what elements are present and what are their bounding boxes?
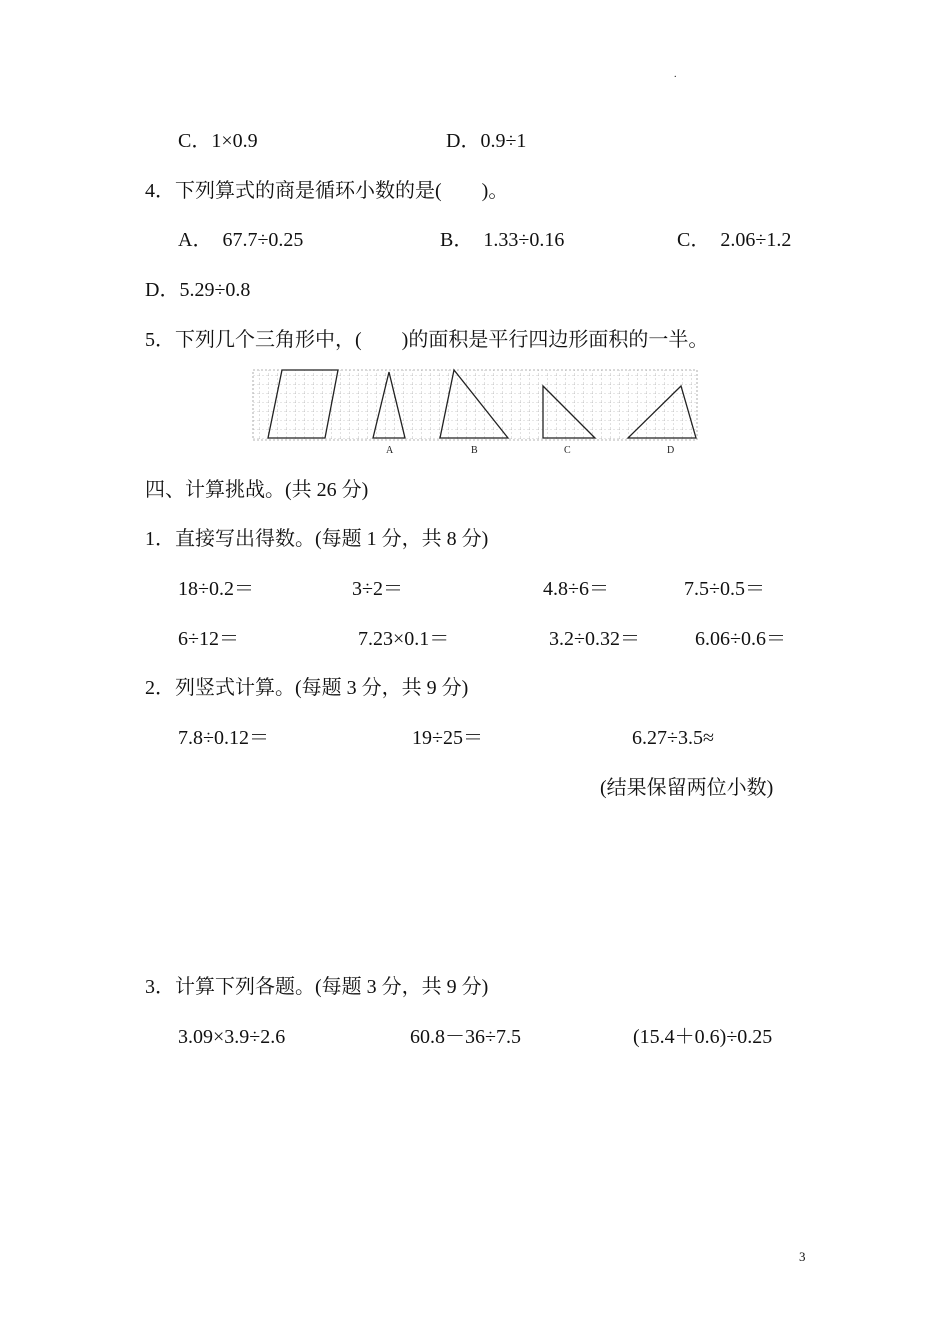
- oral-item: 4.8÷6＝: [543, 578, 609, 600]
- q4-option-b: B． 1.33÷0.16: [440, 229, 565, 251]
- oral-item: 18÷0.2＝: [178, 578, 254, 600]
- vertical-calc-item: 19÷25＝: [412, 727, 483, 749]
- oral-item: 6.06÷0.6＝: [695, 628, 786, 650]
- q3-option-c: C．1×0.9: [178, 130, 258, 152]
- part-2-title: 2．列竖式计算。(每题 3 分，共 9 分): [145, 677, 469, 699]
- vertical-calc-item: 6.27÷3.5≈: [632, 727, 714, 749]
- q4-stem: 4．下列算式的商是循环小数的是( )。: [145, 180, 509, 202]
- rounding-note: (结果保留两位小数): [600, 777, 774, 799]
- vertical-calc-item: 7.8÷0.12＝: [178, 727, 269, 749]
- q4-option-c: C． 2.06÷1.2: [677, 229, 792, 251]
- part-1-title: 1．直接写出得数。(每题 1 分，共 8 分): [145, 528, 489, 550]
- page-number: 3: [799, 1249, 806, 1264]
- q5-figure: [250, 366, 698, 458]
- triangle-d-label: D: [667, 445, 675, 456]
- q4-option-a: A． 67.7÷0.25: [178, 229, 304, 251]
- oral-item: 3÷2＝: [352, 578, 403, 600]
- section-4-title: 四、计算挑战。(共 26 分): [145, 479, 369, 501]
- top-dot: .: [674, 69, 677, 80]
- oral-item: 7.23×0.1＝: [358, 628, 450, 650]
- triangle-b-label: B: [471, 445, 478, 456]
- calc-item: (15.4＋0.6)÷0.25: [633, 1026, 773, 1048]
- oral-item: 7.5÷0.5＝: [684, 578, 765, 600]
- q3-option-d: D．0.9÷1: [446, 130, 527, 152]
- q4-option-d: D．5.29÷0.8: [145, 279, 251, 301]
- calc-item: 3.09×3.9÷2.6: [178, 1026, 286, 1048]
- grid-background: [253, 370, 697, 440]
- calc-item: 60.8－36÷7.5: [410, 1026, 521, 1048]
- q5-stem: 5．下列几个三角形中，( )的面积是平行四边形面积的一半。: [145, 329, 709, 351]
- triangle-a-label: A: [386, 445, 394, 456]
- triangle-c-label: C: [564, 445, 571, 456]
- oral-item: 6÷12＝: [178, 628, 239, 650]
- part-3-title: 3．计算下列各题。(每题 3 分，共 9 分): [145, 976, 489, 998]
- oral-item: 3.2÷0.32＝: [549, 628, 640, 650]
